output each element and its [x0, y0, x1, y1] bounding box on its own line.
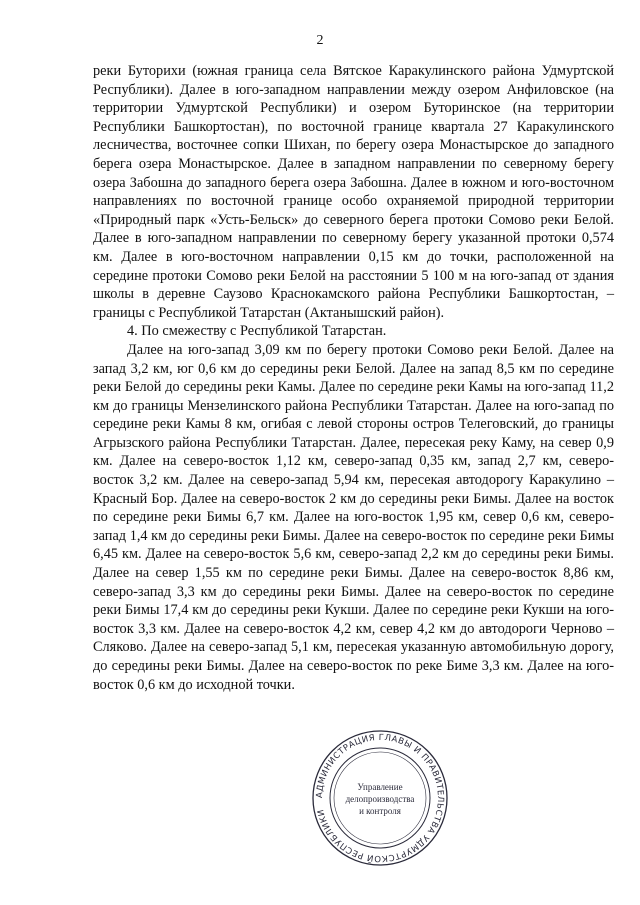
paragraph-boundary-description: Далее на юго-запад 3,09 км по берегу протоки Сомово реки Белой. Далее на запад 3,2 км, юг 0,6 км до середины реки Белой. Далее на запад 8,5 км по середине реки Белой до середины реки Камы. Далее по середине реки Камы на юго-запад 11,2 км до границы Мензелинского района Республики Татарстан. Далее на юго-запад по середине реки Камы 8 км, огибая с левой стороны остров Телеговский, до границы Агрызского района Республики Татарстан. Далее, пересекая реку Каму, на север 0,9 км. Далее на северо-восток 1,12 км, северо-запад 0,35 км, запад 2,7 км, северо-восток 3,2 км. Далее на северо-запад 5,94 км, пересекая автодорогу Каракулино – Красный Бор. Далее на северо-восток 2 км до середины реки Бимы. Далее на восток по середине реки Бимы 6,7 км. Далее на юго-восток 1,95 км, север 0,6 км, северо-запад 1,4 км до середины реки Бимы. Далее на северо-восток по середине реки Бимы 6,45 км. Далее на северо-восток 5,6 км, северо-запад 2,2 км до середины реки Бимы. Далее на север 1,55 км по середине реки Бимы. Далее на северо-восток 8,86 км, северо-запад 3,3 км до середины реки Бимы. Далее на северо-восток по середине реки Бимы 17,4 км до середины реки Кукши. Далее по середине реки Кукши на юго-восток 3,3 км. Далее на северо-восток 4,2 км, север 4,2 км до автодороги Черново – Сляково. Далее на северо-запад 5,1 км, пересекая указанную автомобильную дорогу, до середины реки Бимы. Далее на северо-восток по реке Биме 3,3 км. Далее на юго-восток 0,6 км до исходной точки.	[93, 341, 614, 693]
document-body	[93, 62, 614, 694]
page-number: 2	[316, 33, 324, 48]
stamp-center-line-1: Управление	[357, 782, 403, 792]
stamp-ring-text: АДМИНИСТРАЦИЯ ГЛАВЫ И ПРАВИТЕЛЬСТВА УДМУРТСКОЙ РЕСПУБЛИКИ	[314, 732, 446, 864]
stamp-center-line-3: и контроля	[359, 806, 401, 816]
section-heading: 4. По смежеству с Республикой Татарстан.	[127, 323, 387, 340]
stamp-center-line-2: делопроизводства	[345, 794, 415, 804]
official-stamp	[310, 728, 450, 868]
paragraph-continuation: реки Буторихи (южная граница села Вятское Каракулинского района Удмуртской Республики). Далее в юго-западном направлении между озером Анфиловское (на территории Удмуртской Республики) и озером Буторинское (на территории Республики Башкортостан), по восточной границе квартала 27 Каракулинского лесничества, восточнее сопки Шихан, по берегу озера Монастырское до западного берега озера Монастырское. Далее в западном направлении по северному берегу озера Забошна до западного берега озера Забошна. Далее в южном и юго-восточном направлениях по восточной границе особо охраняемой природной территории «Природный парк «Усть-Бельск» до северного берега протоки Сомово реки Белой. Далее в юго-западном направлении по северному берегу указанной протоки 0,574 км. Далее в юго-восточном направлении 0,15 км до точки, расположенной на середине протоки Сомово реки Белой на расстоянии 5 100 м на юго-запад от здания школы в деревне Саузово Краснокамского района Республики Башкортостан, – границы с Республикой Татарстан (Актанышский район).	[93, 63, 614, 321]
